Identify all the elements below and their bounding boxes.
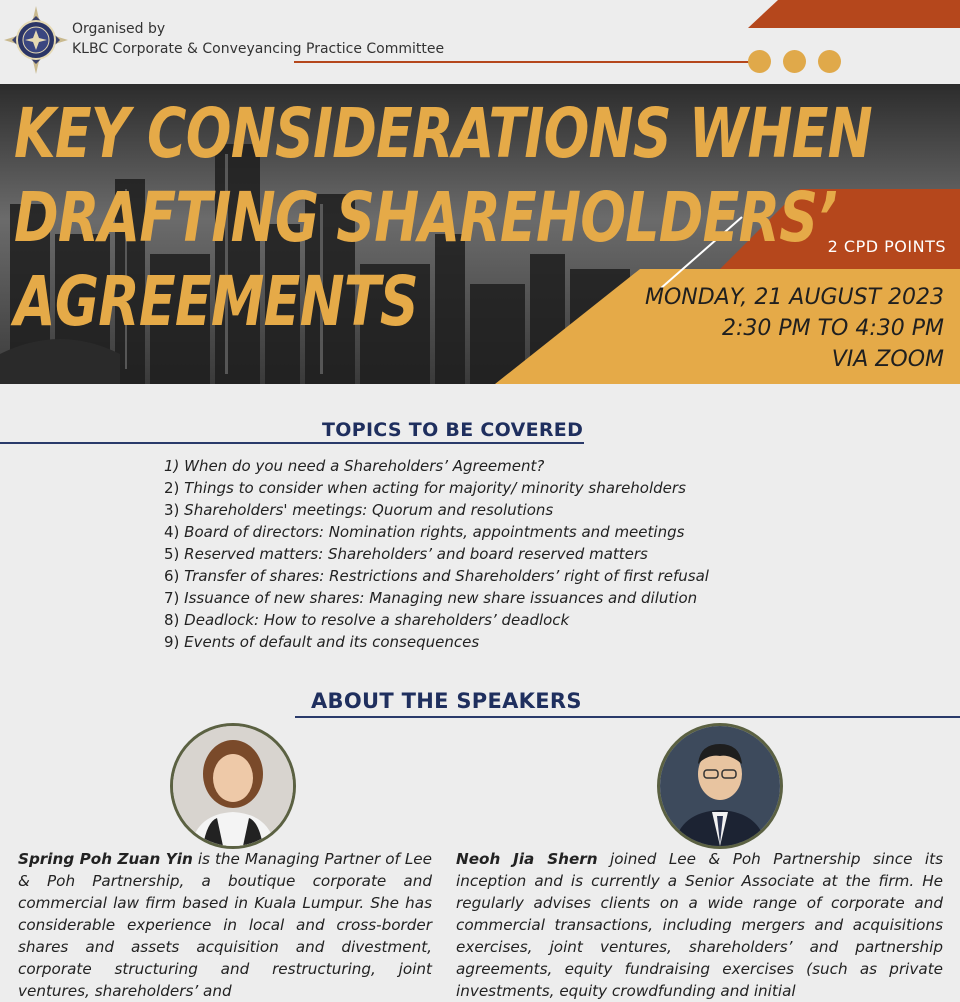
title-line: KEY CONSIDERATIONS WHEN <box>14 94 872 174</box>
cpd-points-label: 2 CPD POINTS <box>827 237 946 256</box>
organised-by-label: Organised by <box>72 21 166 37</box>
topic-item: 4) Board of directors: Nomination rights, appointments and meetings <box>164 523 685 541</box>
decorative-dot <box>818 50 841 73</box>
header-divider <box>294 61 764 63</box>
speaker-bio: Neoh Jia Shern joined Lee & Poh Partnership since its inception and is currently a Senior Associate at the firm. He regularly advises clients on a wide range of corporate and commercial transactions, including mergers and acquisitions exercises, joint ventures, shareholders’ and partnership agreements, equity fundraising exercises (such as private investments, equity crowdfunding and initial <box>456 850 943 1000</box>
speaker-photo <box>657 723 783 849</box>
topic-item: 7) Issuance of new shares: Managing new share issuances and dilution <box>164 589 698 607</box>
header <box>0 0 960 84</box>
topic-item: 8) Deadlock: How to resolve a shareholders’ deadlock <box>164 611 570 629</box>
title-line: AGREEMENTS <box>14 262 418 342</box>
speaker-portrait-icon <box>173 726 293 846</box>
event-details <box>645 282 944 375</box>
topic-item: 6) Transfer of shares: Restrictions and Shareholders’ right of first refusal <box>164 567 709 585</box>
topic-item: 3) Shareholders' meetings: Quorum and resolutions <box>164 501 554 519</box>
speaker-bio: Spring Poh Zuan Yin is the Managing Partner of Lee & Poh Partnership, a boutique corporate and commercial law firm based in Kuala Lumpur. She has considerable experience in local and cross-border shares and assets acquisition and divestment, corporate structuring and restructuring, joint ventures, shareholders’ and <box>18 850 432 1000</box>
speakers-heading: ABOUT THE SPEAKERS <box>311 689 582 713</box>
top-accent-banner <box>748 0 960 28</box>
topics-heading: TOPICS TO BE COVERED <box>322 419 584 441</box>
event-venue: VIA ZOOM <box>831 347 944 372</box>
event-time: 2:30 PM TO 4:30 PM <box>721 316 944 341</box>
topic-item: 2) Things to consider when acting for majority/ minority shareholders <box>164 479 686 497</box>
speakers-divider <box>295 716 960 718</box>
title-line: DRAFTING SHAREHOLDERS’ <box>14 178 837 258</box>
klbc-seal-icon <box>4 6 68 74</box>
committee-name: KLBC Corporate & Conveyancing Practice Committee <box>72 41 445 57</box>
decorative-dot <box>748 50 771 73</box>
speaker-portrait-icon <box>660 726 780 846</box>
decorative-dot <box>783 50 806 73</box>
topics-divider <box>0 442 584 444</box>
speaker-photo <box>170 723 296 849</box>
speaker-name: Spring Poh Zuan Yin <box>18 850 193 868</box>
speaker-name: Neoh Jia Shern <box>456 850 598 868</box>
hero-banner <box>0 84 960 406</box>
topic-item: 5) Reserved matters: Shareholders’ and board reserved matters <box>164 545 648 563</box>
topic-item: 1) When do you need a Shareholders’ Agreement? <box>164 457 545 475</box>
event-date: MONDAY, 21 AUGUST 2023 <box>644 285 944 310</box>
topic-item: 9) Events of default and its consequences <box>164 633 480 651</box>
